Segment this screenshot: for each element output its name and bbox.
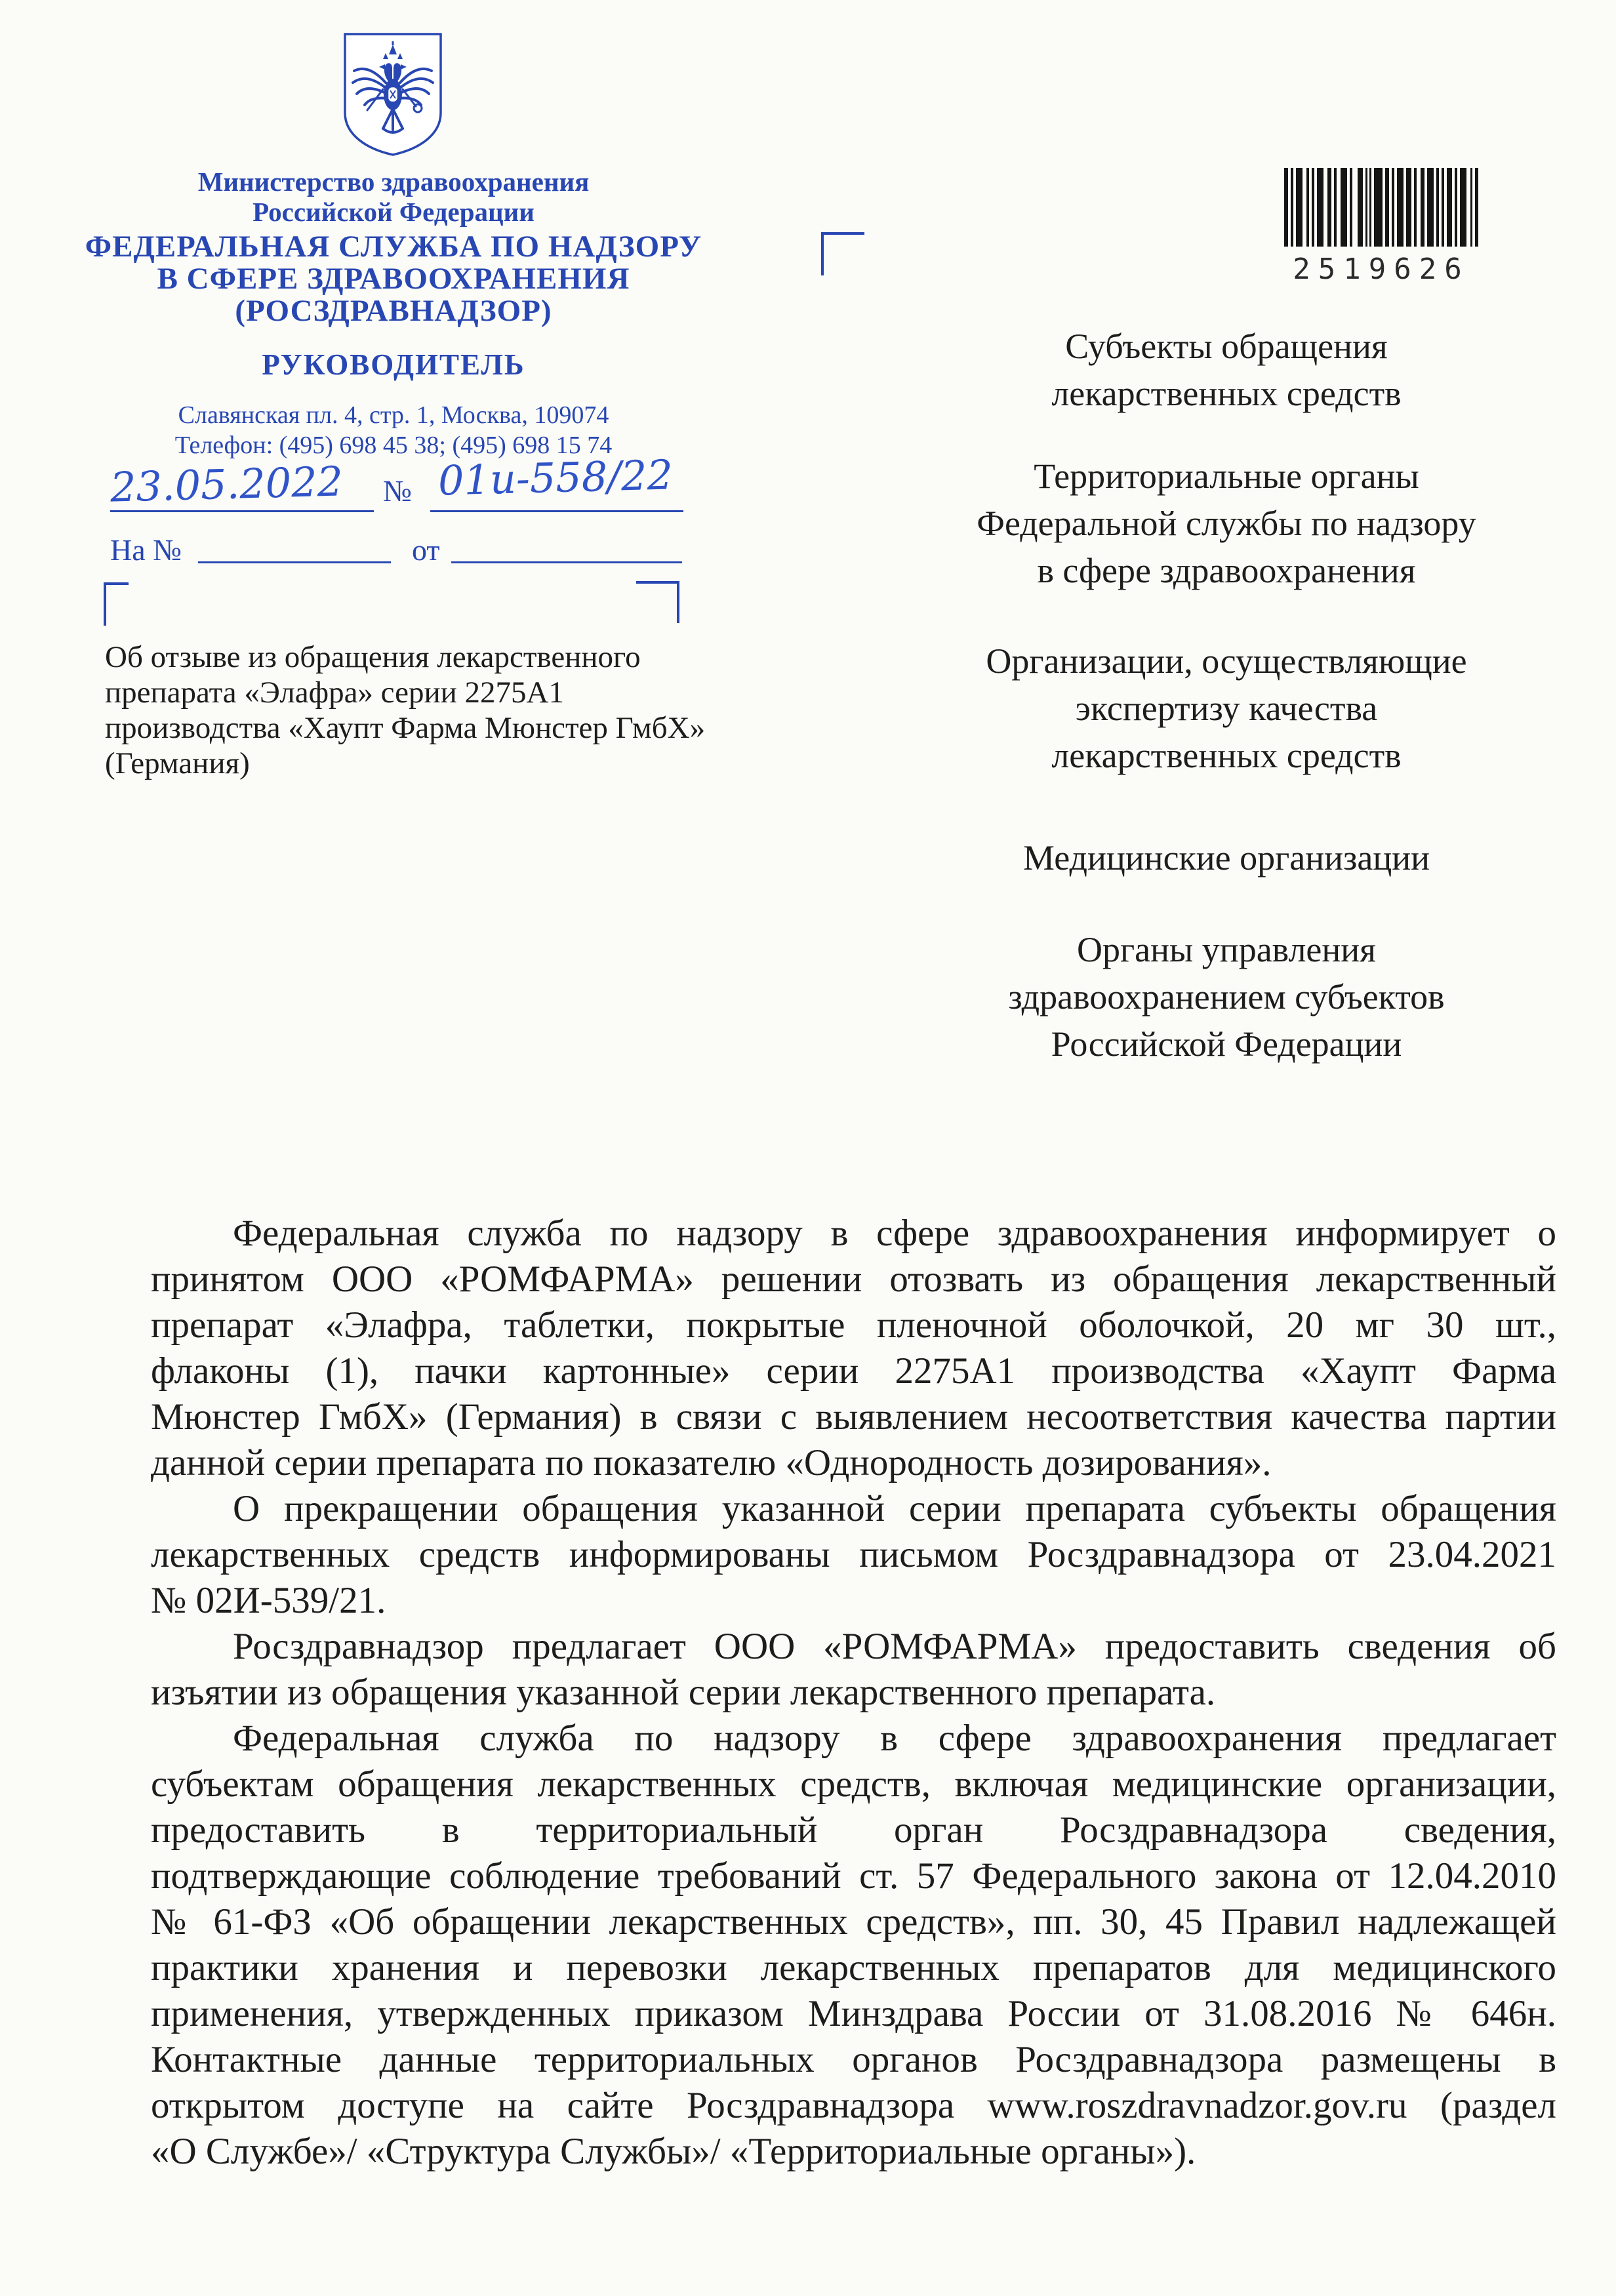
barcode-bars-icon [1284,168,1478,247]
body-line: открытом доступе на сайте Росздравнадзора www.roszdravnadzor.gov.ru (раздел [151,2085,1556,2126]
recipient-group [912,323,1541,417]
body-line: Росздравнадзор предлагает ООО «РОМФАРМА» предоставить сведения об [233,1626,1556,1667]
recipient-group [912,453,1541,594]
ministry-name [79,167,708,227]
service-line: (РОСЗДРАВНАДЗОР) [235,294,552,328]
recipient-line: Субъекты обращения [1065,327,1388,366]
reference-from-label: от [412,533,440,567]
service-line: ФЕДЕРАЛЬНАЯ СЛУЖБА ПО НАДЗОРУ [85,230,702,264]
ministry-line: Российской Федерации [253,197,535,227]
body-line: практики хранения и перевозки лекарственных препаратов для медицинского [151,1947,1556,1988]
body-line: субъектам обращения лекарственных средств, включая медицинские организации, [151,1763,1556,1805]
recipient-line: экспертизу качества [1075,689,1378,728]
subject-block [105,639,715,781]
body-line: Федеральная служба по надзору в сфере здравоохранения предлагает [233,1718,1556,1759]
body-line: Федеральная служба по надзору в сфере здравоохранения информирует о [233,1213,1556,1254]
reference-prefix: На № [110,533,182,567]
recipient-line: Российской Федерации [1051,1024,1402,1064]
service-line: В СФЕРЕ ЗДРАВООХРАНЕНИЯ [157,262,630,296]
body-line: предоставить в территориальный орган Росздравнадзора сведения, [151,1809,1556,1851]
position-title: РУКОВОДИТЕЛЬ [262,348,525,381]
barcode-number: 2519626 [1293,252,1470,286]
russia-coat-of-arms-icon [340,30,446,159]
service-name [79,231,708,327]
handwritten-number: 01и-558/22 [437,451,674,505]
form-corner-mark [821,232,864,275]
body-line: лекарственных средств информированы письмом Росздравнадзора от 23.04.2021 [151,1534,1556,1575]
recipient-line: лекарственных средств [1051,374,1402,413]
subject-line: (Германия) [105,746,250,780]
address-line: Славянская пл. 4, стр. 1, Москва, 109074 [178,401,609,429]
number-sign: № [383,474,412,508]
body-line: Контактные данные территориальных органов Росздравнадзора размещены в [151,2039,1556,2080]
recipient-line: Органы управления [1077,930,1376,969]
body-line: Мюнстер ГмбХ» (Германия) в связи с выявлением несоответствия качества партии [151,1396,1556,1438]
reference-date-underline [451,561,682,563]
body-line: О прекращении обращения указанной серии препарата субъекты обращения [233,1488,1556,1529]
body-line: флаконы (1), пачки картонные» серии 2275А1 производства «Хаупт Фарма [151,1350,1556,1392]
recipient-line: здравоохранением субъектов [1008,977,1445,1017]
barcode [1283,168,1480,286]
ministry-line: Министерство здравоохранения [197,167,590,197]
reference-number-underline [198,561,391,563]
body-line: применения, утвержденных приказом Минздрава России от 31.08.2016 № 646н. [151,1993,1556,2034]
recipient-line: в сфере здравоохранения [1037,551,1416,590]
recipient-line: Организации, осуществляющие [986,641,1467,681]
form-corner-mark [636,581,679,623]
subject-line: Об отзыве из обращения лекарственного [105,640,641,674]
recipient-line: Медицинские организации [1022,838,1430,877]
number-underline [430,510,683,512]
body-line: № 02И-539/21. [151,1580,386,1621]
body-line: принятом ООО «РОМФАРМА» решении отозвать из обращения лекарственный [151,1259,1556,1300]
contact-block [79,400,708,460]
form-corner-mark [104,582,129,626]
date-underline [110,510,374,512]
recipient-group [912,637,1541,779]
recipient-line: Федеральной службы по надзору [977,504,1476,543]
handwritten-date: 23.05.2022 [110,457,344,512]
recipient-group [912,834,1541,881]
recipient-line: Территориальные органы [1034,456,1419,496]
body-line: № 61-ФЗ «Об обращении лекарственных средств», пп. 30, 45 Правил надлежащей [151,1901,1556,1943]
body-line: изъятии из обращения указанной серии лекарственного препарата. [151,1672,1216,1713]
body-line: препарат «Элафра, таблетки, покрытые пленочной оболочкой, 20 мг 30 шт., [151,1304,1556,1346]
phone-line: Телефон: (495) 698 45 38; (495) 698 15 74 [174,432,613,459]
body-line: данной серии препарата по показателю «Однородность дозирования». [151,1442,1272,1483]
body-line: подтверждающие соблюдение требований ст. 57 Федерального закона от 12.04.2010 [151,1855,1556,1897]
recipient-line: лекарственных средств [1051,736,1402,775]
letter-body [151,1211,1556,2175]
recipient-group [912,926,1541,1068]
body-line: «О Службе»/ «Структура Службы»/ «Территориальные органы»). [151,2131,1196,2172]
subject-line: производства «Хаупт Фарма Мюнстер ГмбХ» [105,711,706,745]
subject-line: препарата «Элафра» серии 2275А1 [105,675,564,710]
